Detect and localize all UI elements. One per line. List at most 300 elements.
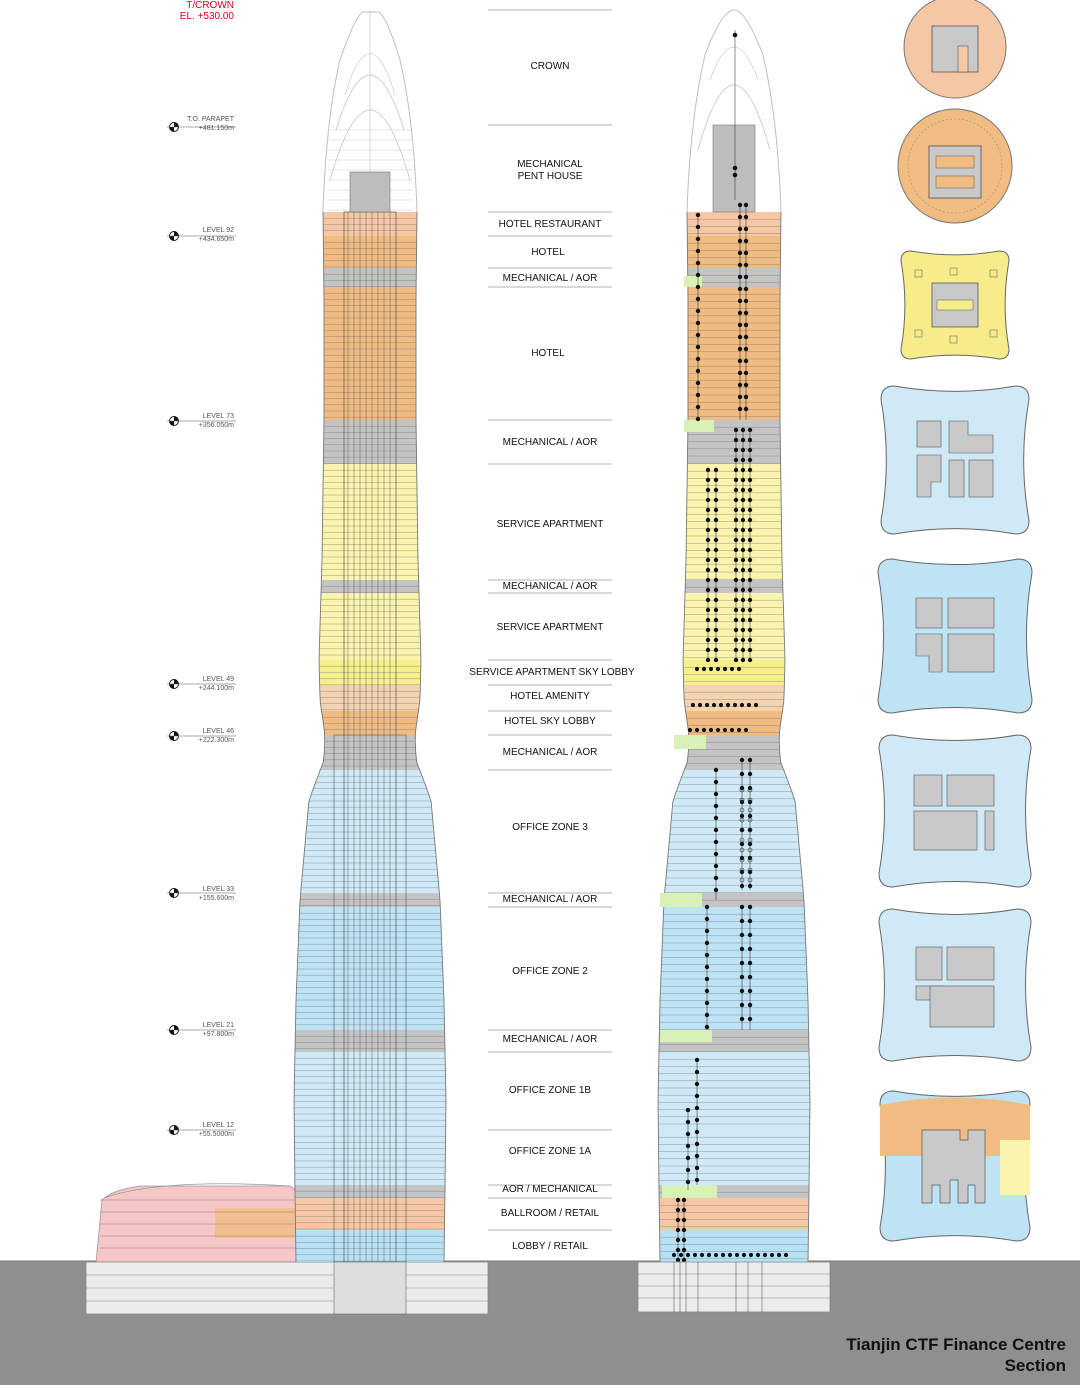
elevator-stop: [714, 840, 718, 844]
elevator-stop: [695, 1082, 699, 1086]
zone-band: [324, 287, 416, 420]
elevator-stop: [738, 227, 742, 231]
elevator-stop: [734, 548, 738, 552]
elevator-stop: [748, 905, 752, 909]
elevator-stop: [748, 947, 752, 951]
level-elevation: +434.650m: [198, 236, 234, 243]
penthouse-core: [350, 172, 390, 212]
elevator-stop: [696, 249, 700, 253]
zone-label-service-apartment-upper: SERVICE APARTMENT: [496, 519, 604, 530]
elevator-stop: [714, 816, 718, 820]
crown-elevation: [168, 0, 234, 22]
zone-band: [321, 580, 419, 593]
elevator-stop: [763, 1253, 767, 1257]
zone-label-office-zone-1b: OFFICE ZONE 1B: [508, 1085, 592, 1096]
level-markers: [167, 123, 236, 1135]
elevator-stop: [744, 395, 748, 399]
zone-label-hotel: HOTEL: [531, 348, 565, 359]
elevator-stop: [714, 876, 718, 880]
elevator-stop: [748, 638, 752, 642]
elevator-stop: [740, 933, 744, 937]
elevator-stop: [734, 538, 738, 542]
elevator-stop: [734, 478, 738, 482]
zone-label-mechanical-penthouse: MECHANICAL PENT HOUSE: [517, 159, 583, 182]
elevator-stop: [706, 588, 710, 592]
elevator-stop: [744, 311, 748, 315]
elevator-stop: [748, 814, 752, 818]
elevator-stop: [716, 667, 720, 671]
elevator-stop: [740, 961, 744, 965]
plan-core-block: [930, 986, 994, 1027]
elevator-stop: [734, 598, 738, 602]
level-marker-33: [176, 885, 234, 903]
elevator-stop: [740, 842, 744, 846]
elevator-stop: [744, 383, 748, 387]
elevator-stop: [696, 321, 700, 325]
elevator-stop: [706, 548, 710, 552]
elevator-stop: [744, 335, 748, 339]
elevator-stop: [734, 608, 738, 612]
left-tower-crown: [323, 10, 417, 212]
elevator-stop: [741, 558, 745, 562]
drawing-title: [846, 1334, 1066, 1376]
elevator-stop: [744, 263, 748, 267]
level-symbol-fill: [170, 684, 175, 689]
elevator-stop: [686, 1144, 690, 1148]
elevator-stop: [748, 598, 752, 602]
elevator-stop: [754, 703, 758, 707]
level-symbol-fill: [170, 421, 175, 426]
plan-core-block: [969, 460, 993, 497]
elevator-stop: [741, 458, 745, 462]
elevator-stop: [695, 1070, 699, 1074]
elevator-stop: [714, 558, 718, 562]
level-symbol-fill: [170, 893, 175, 898]
elevator-stop: [705, 965, 709, 969]
elevator-stop: [748, 1003, 752, 1007]
elevator-stop: [686, 1168, 690, 1172]
elevator-stop: [740, 772, 744, 776]
zone-band: [295, 1185, 445, 1198]
plan-core-block: [949, 460, 964, 497]
elevator-stop: [748, 528, 752, 532]
elevator-stop: [741, 628, 745, 632]
elevator-stop: [706, 498, 710, 502]
zone-band: [322, 711, 419, 735]
elevator-stop: [723, 667, 727, 671]
zone-band: [685, 580, 783, 593]
elevator-stop: [734, 488, 738, 492]
zone-label-office-zone-1a: OFFICE ZONE 1A: [508, 1146, 592, 1157]
elevator-stop: [748, 772, 752, 776]
elevator-stop: [748, 578, 752, 582]
right-basement: [638, 1262, 830, 1312]
elevator-stop: [730, 728, 734, 732]
elevator-stop: [734, 658, 738, 662]
elevator-stop: [741, 608, 745, 612]
elevator-stop: [714, 488, 718, 492]
elevator-stop: [696, 369, 700, 373]
plan-core-block: [914, 811, 977, 850]
elevator-stop: [748, 588, 752, 592]
elevator-stop: [716, 728, 720, 732]
elevator-stop: [682, 1238, 686, 1242]
elevator-stop: [714, 648, 718, 652]
elevator-stop: [730, 667, 734, 671]
elevator-stop: [744, 287, 748, 291]
elevator-stop: [696, 345, 700, 349]
elevator-stop: [748, 568, 752, 572]
plan-void: [936, 176, 974, 188]
zone-band: [687, 236, 780, 268]
zone-band: [659, 1198, 809, 1230]
elevator-stop: [748, 548, 752, 552]
zone-band: [684, 685, 785, 711]
zone-label-office-zone-2: OFFICE ZONE 2: [512, 966, 588, 977]
elevator-stop: [741, 638, 745, 642]
elevator-stop: [740, 814, 744, 818]
crown-elevation-value: EL. +530.00: [179, 11, 234, 22]
elevator-stop: [714, 768, 718, 772]
elevator-stop: [744, 728, 748, 732]
zone-band: [324, 268, 417, 287]
level-elevation: +97.800m: [202, 1031, 234, 1038]
zone-label-service-apartment-lower: SERVICE APARTMENT: [496, 622, 604, 633]
elevator-stop: [740, 989, 744, 993]
elevator-stop: [696, 393, 700, 397]
elevator-stop: [706, 608, 710, 612]
elevator-stop: [734, 528, 738, 532]
elevator-stop: [705, 989, 709, 993]
elevator-stop: [748, 658, 752, 662]
plan-core-block: [947, 947, 994, 980]
elevator-stop: [686, 1120, 690, 1124]
elevator-stop: [733, 33, 738, 38]
elevator-stop: [741, 438, 745, 442]
elevator-stop: [741, 598, 745, 602]
zone-label-lobby-retail: LOBBY / RETAIL: [512, 1241, 588, 1252]
elevator-stop: [734, 448, 738, 452]
elevator-stop: [744, 347, 748, 351]
elevator-stop: [748, 508, 752, 512]
zone-band: [658, 1130, 809, 1185]
elevator-stop: [744, 227, 748, 231]
elevator-stop: [742, 1253, 746, 1257]
zone-band: [319, 593, 421, 660]
elevator-stop: [728, 1253, 732, 1257]
level-elevation: +356.050m: [198, 422, 234, 429]
plan-core-block: [914, 775, 942, 806]
elevator-stop: [738, 347, 742, 351]
elevator-stop: [747, 703, 751, 707]
elevator-stop: [714, 528, 718, 532]
zone-label-hotel-amenity: HOTEL AMENITY: [510, 691, 590, 702]
elevator-stop: [706, 598, 710, 602]
elevator-stop: [741, 518, 745, 522]
elevator-stop: [714, 478, 718, 482]
elevator-stop: [706, 568, 710, 572]
plan-core: [929, 146, 981, 198]
elevator-stop: [741, 588, 745, 592]
elevator-stop: [733, 166, 738, 171]
elevator-stop: [714, 498, 718, 502]
plan-core-block: [916, 598, 942, 628]
elevator-stop: [734, 518, 738, 522]
level-symbol-fill: [170, 1030, 175, 1035]
elevator-stop: [688, 728, 692, 732]
title-line-2: Section: [1004, 1356, 1066, 1375]
elevator-stop: [734, 458, 738, 462]
elevator-stop: [695, 1178, 699, 1182]
elevator-stop: [695, 1142, 699, 1146]
zone-band: [688, 287, 780, 420]
elevator-stop: [706, 528, 710, 532]
elevator-stop: [714, 598, 718, 602]
elevator-stop: [735, 1253, 739, 1257]
elevator-stop: [734, 428, 738, 432]
elevator-stop: [748, 919, 752, 923]
level-name: LEVEL 33: [202, 886, 234, 893]
zone-band: [660, 1230, 809, 1262]
zone-label-service-apartment-sky-lobby: SERVICE APARTMENT SKY LOBBY: [469, 667, 635, 678]
elevator-stop: [740, 758, 744, 762]
elevator-stop: [696, 225, 700, 229]
elevator-stop: [705, 929, 709, 933]
elevator-stop: [714, 508, 718, 512]
elevator-stop: [706, 578, 710, 582]
level-name: LEVEL 73: [202, 413, 234, 420]
right-tower-section: [658, 212, 810, 1262]
level-marker-92: [176, 226, 234, 244]
level-symbol-fill: [170, 1130, 175, 1135]
elevator-stop: [741, 478, 745, 482]
level-marker-49: [176, 675, 234, 693]
plan-core: [932, 26, 978, 72]
elevator-stop: [706, 648, 710, 652]
level-symbol-fill: [170, 736, 175, 741]
level-elevation: +55.5000m: [198, 1131, 234, 1138]
elevator-stop: [741, 448, 745, 452]
elevator-stop: [714, 852, 718, 856]
zone-band: [320, 685, 421, 711]
elevator-stop: [748, 438, 752, 442]
elevator-stop: [741, 658, 745, 662]
elevator-stop: [748, 468, 752, 472]
elevator-stop: [734, 618, 738, 622]
elevator-stop: [676, 1238, 680, 1242]
elevator-stop: [686, 1156, 690, 1160]
elevator-stop: [741, 568, 745, 572]
elevator-stop: [702, 667, 706, 671]
elevator-stop: [714, 658, 718, 662]
elevator-stop: [738, 203, 742, 207]
elevator-stop: [744, 215, 748, 219]
elevator-stop: [748, 518, 752, 522]
zone-label-mechanical-2: MECHANICAL / AOR: [502, 437, 598, 448]
elevator-stop: [676, 1218, 680, 1222]
elevator-stop: [741, 538, 745, 542]
elevator-stop: [756, 1253, 760, 1257]
plan-core-block: [985, 811, 994, 850]
elevator-stop: [740, 703, 744, 707]
elevator-stop: [748, 488, 752, 492]
elevator-stop: [744, 299, 748, 303]
elevator-stop: [738, 263, 742, 267]
elevator-stop: [734, 648, 738, 652]
elevator-stop: [748, 558, 752, 562]
elevator-stop: [748, 538, 752, 542]
zone-band: [295, 1198, 445, 1230]
elevator-stop: [705, 977, 709, 981]
elevator-stop: [714, 548, 718, 552]
elevator-stop: [714, 804, 718, 808]
elevator-stop: [714, 780, 718, 784]
elevator-stop: [748, 842, 752, 846]
elevator-stop: [748, 961, 752, 965]
elevator-stop: [726, 703, 730, 707]
elevator-stop: [696, 273, 700, 277]
elevator-stop: [714, 578, 718, 582]
elevator-stop: [737, 728, 741, 732]
elevator-stop: [741, 528, 745, 532]
crown-arc: [710, 47, 758, 80]
zone-band: [686, 711, 783, 735]
zone-band: [321, 464, 418, 580]
left-tower-section: [294, 212, 446, 1314]
zone-label-mechanical-4: MECHANICAL / AOR: [502, 747, 598, 758]
elevator-stop: [691, 703, 695, 707]
elevator-stop: [714, 608, 718, 612]
elevator-stop: [748, 618, 752, 622]
level-symbol-fill: [170, 236, 175, 241]
elevator-stop: [672, 1253, 676, 1257]
elevator-stop: [714, 828, 718, 832]
elevator-stop: [738, 299, 742, 303]
right-tower-crown: [687, 10, 781, 212]
level-marker-parapet: [176, 115, 234, 133]
elevator-stop: [714, 568, 718, 572]
elevator-stop: [693, 1253, 697, 1257]
elevator-stop: [709, 667, 713, 671]
elevator-stop: [748, 448, 752, 452]
level-name: LEVEL 46: [202, 728, 234, 735]
elevator-stop: [744, 371, 748, 375]
elevator-stop: [734, 498, 738, 502]
elevator-stop: [679, 1253, 683, 1257]
elevator-stop: [712, 703, 716, 707]
level-name: LEVEL 12: [202, 1122, 234, 1129]
elevator-stop: [676, 1258, 680, 1262]
elevator-stop: [686, 1132, 690, 1136]
elevator-stop: [714, 792, 718, 796]
elevator-stop: [770, 1253, 774, 1257]
elevator-stop: [748, 458, 752, 462]
zone-label-mechanical-1: MECHANICAL / AOR: [502, 273, 598, 284]
sky-lobby-patch: [662, 1185, 717, 1198]
elevator-stop: [696, 297, 700, 301]
elevator-stop: [734, 468, 738, 472]
zone-label-hotel-upper: HOTEL: [531, 247, 565, 258]
elevator-stop: [738, 287, 742, 291]
elevator-stop: [740, 1017, 744, 1021]
elevator-stop: [740, 1003, 744, 1007]
elevator-stop: [705, 905, 709, 909]
elevator-stop: [706, 508, 710, 512]
elevator-stop: [748, 608, 752, 612]
level-name: LEVEL 92: [202, 227, 234, 234]
elevator-stop: [705, 703, 709, 707]
elevator-stop: [686, 1108, 690, 1112]
elevator-stop: [696, 309, 700, 313]
elevator-stop: [676, 1208, 680, 1212]
elevator-stop: [686, 1253, 690, 1257]
level-marker-21: [176, 1021, 234, 1039]
elevator-stop: [740, 947, 744, 951]
level-marker-73: [176, 412, 234, 430]
elevator-stop: [733, 173, 738, 178]
elevator-stop: [695, 1058, 699, 1062]
plan-retail-area: [1000, 1140, 1030, 1195]
elevator-stop: [740, 905, 744, 909]
zone-band: [296, 1230, 445, 1262]
elevator-stop: [734, 568, 738, 572]
elevator-stop: [719, 703, 723, 707]
elevator-stop: [705, 941, 709, 945]
floor-plans: [878, 0, 1032, 1241]
elevator-stop: [744, 251, 748, 255]
elevator-stop: [714, 538, 718, 542]
elevator-stop: [709, 728, 713, 732]
elevator-stop: [714, 864, 718, 868]
elevator-stop: [734, 628, 738, 632]
elevator-stop: [744, 359, 748, 363]
elevator-stop: [696, 285, 700, 289]
elevator-stop: [748, 628, 752, 632]
elevator-stop: [744, 203, 748, 207]
elevator-stop: [738, 215, 742, 219]
office-zone-1a-plan: [879, 909, 1031, 1061]
zone-label-hotel-sky-lobby: HOTEL SKY LOBBY: [504, 716, 596, 727]
elevator-stop: [696, 333, 700, 337]
elevator-stop: [777, 1253, 781, 1257]
elevator-stop: [738, 395, 742, 399]
zone-label-mechanical-5: MECHANICAL / AOR: [502, 894, 598, 905]
zone-band: [294, 1052, 446, 1130]
elevator-stop: [741, 428, 745, 432]
level-marker-46: [176, 727, 234, 745]
zone-band: [294, 1130, 445, 1185]
elevator-stop: [706, 488, 710, 492]
elevator-stop: [741, 508, 745, 512]
elevator-stop: [741, 468, 745, 472]
elevator-stop: [705, 1013, 709, 1017]
elevator-stop: [682, 1248, 686, 1252]
zone-band: [320, 735, 420, 770]
elevator-stop: [741, 578, 745, 582]
elevator-stop: [714, 1253, 718, 1257]
elevator-stop: [749, 1253, 753, 1257]
plan-void: [937, 300, 973, 310]
zone-band: [687, 212, 781, 236]
elevator-stop: [734, 638, 738, 642]
elevator-stop: [682, 1258, 686, 1262]
elevator-stop: [748, 648, 752, 652]
elevator-stop: [705, 1025, 709, 1029]
elevator-stop: [696, 237, 700, 241]
zone-band: [683, 660, 785, 685]
elevator-stop: [714, 468, 718, 472]
elevator-stop: [705, 917, 709, 921]
